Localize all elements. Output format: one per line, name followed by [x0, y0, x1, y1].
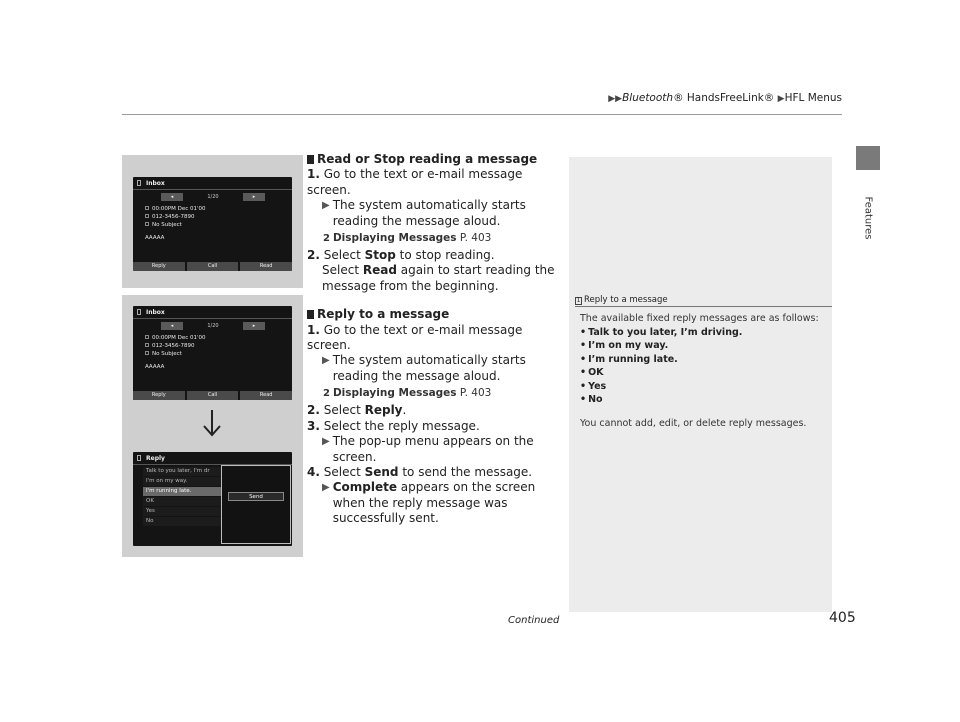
message-subject: No Subject	[145, 222, 182, 228]
read-step-1: 1. Go to the text or e-mail message screen.	[307, 167, 523, 197]
section-reply-title: Reply to a message	[307, 307, 562, 322]
subject-icon	[145, 351, 149, 355]
instructions	[307, 152, 562, 527]
next-message-button[interactable]: ▸	[243, 322, 265, 330]
notes-body	[580, 312, 825, 430]
reply-option-selected[interactable]: I'm running late.	[143, 487, 221, 496]
message-body: AAAAA	[145, 235, 165, 241]
reply-option[interactable]: OK	[143, 497, 221, 506]
result-arrow-icon: ▶	[322, 200, 330, 212]
figure-reply-message	[122, 295, 303, 557]
inbox-title: Inbox	[137, 180, 165, 187]
notes-intro: The available fixed reply messages are as follows:	[580, 313, 819, 324]
inbox-softkeys	[133, 262, 292, 271]
reply-cross-reference: 2 Displaying Messages P. 403	[307, 384, 562, 403]
breadcrumb-bluetooth: Bluetooth	[622, 92, 674, 104]
section-read-title: Read or Stop reading a message	[307, 152, 562, 167]
contact-icon	[145, 343, 149, 347]
chapter-tab-label: Features	[862, 196, 874, 240]
send-button[interactable]: Send	[228, 492, 284, 501]
phone-icon	[137, 455, 141, 461]
reply-option[interactable]: Talk to you later, I'm dr	[143, 467, 221, 476]
reply-option[interactable]: No	[143, 517, 221, 526]
pager-count: 1/20	[207, 323, 219, 329]
reply-step-1: 1. Go to the text or e-mail message screen.	[307, 322, 523, 353]
inbox-screen	[133, 306, 292, 400]
result-arrow-icon: ▶	[322, 355, 330, 367]
running-header	[582, 92, 842, 104]
contact-icon	[145, 214, 149, 218]
reply-option[interactable]: Yes	[143, 507, 221, 516]
note-marker-icon: 1	[576, 297, 581, 304]
page-number: 405	[829, 610, 856, 626]
message-pager	[161, 322, 265, 330]
reply-screen	[133, 452, 292, 546]
reply-button[interactable]: Reply	[133, 262, 185, 271]
reply-message-item: • No	[580, 393, 825, 407]
message-pager	[161, 193, 265, 201]
message-subject: No Subject	[145, 351, 182, 357]
result-arrow-icon: ▶	[322, 436, 330, 448]
send-popup	[221, 465, 291, 544]
read-step-2: 2. Select Stop to stop reading.	[307, 248, 495, 263]
figure-read-message	[122, 155, 303, 288]
inbox-screen	[133, 177, 292, 271]
reply-option[interactable]: I'm on my way.	[143, 477, 221, 486]
reply-step-3: 3. Select the reply message.	[307, 418, 480, 433]
continued-label: Continued	[508, 615, 560, 626]
message-sender: 012-3456-7890	[145, 214, 194, 220]
read-step-2-note: Select Read again to start reading the message from the beginning.	[322, 263, 555, 293]
reply-step-4-result: ▶ Complete appears on the screen when the reply message was successfully sent.	[322, 480, 536, 526]
prev-message-button[interactable]: ◂	[161, 322, 183, 330]
message-body: AAAAA	[145, 364, 165, 370]
breadcrumb-hfl-suffix: ® HandsFreeLink®	[673, 92, 775, 104]
call-button[interactable]: Call	[187, 262, 239, 271]
reply-step-1-result: ▶ The system automatically starts reading the message aloud.	[322, 353, 526, 383]
cross-reference-icon: 2	[323, 233, 330, 245]
down-arrow-icon	[200, 408, 224, 438]
cross-reference-icon: 2	[323, 388, 330, 400]
reply-step-3-result: ▶ The pop-up menu appears on the screen.	[322, 434, 534, 464]
read-step-1-result: ▶ The system automatically starts reading the message aloud.	[322, 198, 526, 228]
read-button[interactable]: Read	[240, 262, 292, 271]
section-square-icon	[307, 310, 314, 319]
clock-icon	[145, 206, 149, 210]
next-message-button[interactable]: ▸	[243, 193, 265, 201]
reply-message-list	[580, 326, 825, 407]
inbox-title: Inbox	[137, 309, 165, 316]
reply-message-item: • Talk to you later, I’m driving.	[580, 326, 825, 340]
call-button[interactable]: Call	[187, 391, 239, 400]
message-time: 00:00PM Dec 01'00	[145, 206, 206, 212]
clock-icon	[145, 335, 149, 339]
reply-step-2: 2. Select Reply.	[307, 403, 407, 418]
reply-title: Reply	[137, 455, 165, 462]
breadcrumb-arrow-icon: ▶	[777, 94, 785, 104]
reply-message-item: • I’m on my way.	[580, 339, 825, 353]
prev-message-button[interactable]: ◂	[161, 193, 183, 201]
chapter-tab-marker	[856, 146, 880, 170]
notes-rule	[575, 306, 832, 307]
title-divider	[133, 189, 292, 190]
breadcrumb-hfl-menus: HFL Menus	[784, 92, 842, 104]
message-sender: 012-3456-7890	[145, 343, 194, 349]
phone-icon	[137, 309, 141, 315]
reply-message-item: • OK	[580, 366, 825, 380]
read-button[interactable]: Read	[240, 391, 292, 400]
header-rule	[122, 114, 842, 115]
reply-step-4: 4. Select Send to send the message.	[307, 464, 533, 479]
reply-button[interactable]: Reply	[133, 391, 185, 400]
read-cross-reference: 2 Displaying Messages P. 403	[307, 229, 562, 248]
inbox-softkeys	[133, 391, 292, 400]
subject-icon	[145, 222, 149, 226]
notes-footer: You cannot add, edit, or delete reply messages.	[580, 417, 807, 429]
title-divider	[133, 318, 292, 319]
reply-message-item: • Yes	[580, 380, 825, 394]
message-time: 00:00PM Dec 01'00	[145, 335, 206, 341]
reply-message-item: • I’m running late.	[580, 353, 825, 367]
pager-count: 1/20	[207, 194, 219, 200]
section-square-icon	[307, 155, 314, 164]
notes-title: 1 Reply to a message	[576, 295, 668, 305]
breadcrumb-arrow-icon: ▶▶	[608, 94, 623, 104]
phone-icon	[137, 180, 141, 186]
result-arrow-icon: ▶	[322, 482, 330, 494]
